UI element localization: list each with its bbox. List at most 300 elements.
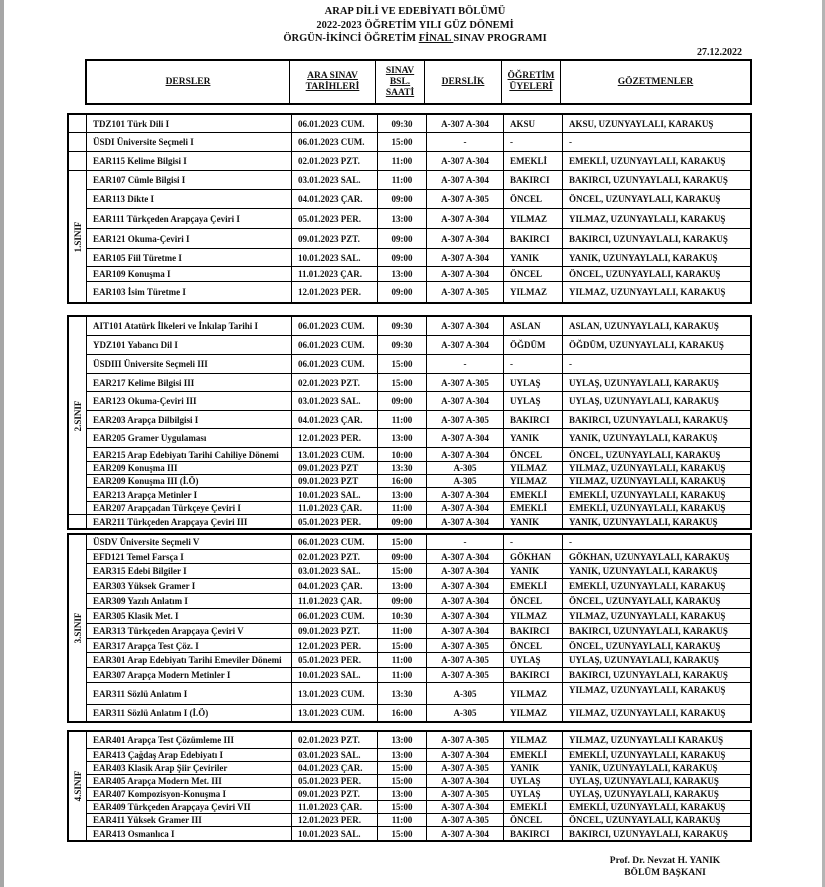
exam-time-cell: 13:00 bbox=[378, 488, 427, 501]
class-block-2 bbox=[67, 315, 752, 530]
table-row bbox=[87, 374, 750, 392]
classroom-cell: A-307 A-304 bbox=[427, 609, 504, 623]
exam-time-cell: 09:30 bbox=[378, 336, 427, 354]
class-rows bbox=[87, 115, 750, 302]
exam-time-cell: 10:30 bbox=[378, 609, 427, 623]
class-block-1 bbox=[67, 113, 752, 304]
proctors-cell: EMEKLİ, UZUNYAYLALI, KARAKUŞ bbox=[569, 156, 726, 166]
course-name-cell: YDZ101 Yabancı Dil I bbox=[87, 336, 292, 354]
classroom-cell: A-307 A-304 bbox=[427, 515, 504, 528]
faculty-member-cell: - bbox=[504, 535, 563, 549]
exam-date-cell: 06.01.2023 CUM. bbox=[292, 535, 378, 549]
course-name-cell: EAR107 Cümle Bilgisi I bbox=[87, 171, 292, 189]
table-row bbox=[87, 171, 750, 190]
faculty-member-cell: YILMAZ bbox=[504, 462, 563, 474]
class-rows bbox=[87, 535, 750, 721]
proctors-cell: BAKIRCI, UZUNYAYLALI, KARAKUŞ bbox=[569, 414, 728, 425]
header-room: DERSLİK bbox=[425, 61, 502, 103]
exam-date-cell: 03.01.2023 SAL. bbox=[292, 749, 378, 761]
course-name-cell: TDZ101 Türk Dili I bbox=[87, 115, 292, 132]
faculty-member-cell: ÖNCEL bbox=[504, 814, 563, 826]
faculty-member-cell: ÖĞDÜM bbox=[504, 336, 563, 354]
header-proctors: GÖZETMENLER bbox=[617, 76, 694, 87]
class-rows bbox=[87, 732, 750, 840]
classroom-cell: A-307 A-304 bbox=[427, 267, 504, 281]
faculty-member-cell: YILMAZ bbox=[504, 475, 563, 487]
exam-time-cell: 13:30 bbox=[378, 683, 427, 704]
course-name-cell: EAR209 Konuşma III (İ.Ö) bbox=[87, 475, 292, 487]
exam-time-cell: 11:00 bbox=[378, 502, 427, 514]
course-name-cell: EAR311 Sözlü Anlatım I bbox=[87, 683, 292, 704]
proctors-cell: EMEKLİ, UZUNYAYLALI, KARAKUŞ bbox=[569, 750, 726, 760]
faculty-member-cell: YANIK bbox=[504, 515, 563, 528]
table-row bbox=[87, 594, 750, 609]
faculty-member-cell: YANIK bbox=[504, 564, 563, 578]
classroom-cell: A-307 A-304 bbox=[427, 749, 504, 761]
class-rows bbox=[87, 317, 750, 528]
class-label: 1.SINIF bbox=[72, 221, 83, 252]
proctors-cell: - bbox=[569, 537, 572, 547]
header-faculty-line2: ÜYELERİ bbox=[509, 82, 553, 92]
header-courses: DERSLER bbox=[87, 61, 290, 103]
exam-time-cell: 13:00 bbox=[378, 749, 427, 761]
faculty-member-cell: UYLAŞ bbox=[504, 788, 563, 800]
classroom-cell: A-307 A-304 bbox=[427, 336, 504, 354]
class-block-3 bbox=[67, 533, 752, 723]
faculty-member-cell: ÖNCEL bbox=[504, 448, 563, 461]
exam-time-cell: 09:00 bbox=[378, 392, 427, 410]
exam-date-cell: 10.01.2023 SAL. bbox=[292, 488, 378, 501]
exam-time-cell: 13:30 bbox=[378, 462, 427, 474]
title-term: 2022-2023 ÖĞRETİM YILI GÜZ DÖNEMİ bbox=[316, 19, 514, 31]
class-label-cell bbox=[69, 171, 86, 302]
classroom-cell: A-307 A-304 bbox=[427, 594, 504, 608]
signature-name: Prof. Dr. Nevzat H. YANIK bbox=[609, 856, 721, 866]
classroom-cell: A-307 A-305 bbox=[427, 639, 504, 652]
proctors-cell: BAKIRCI, UZUNYAYLALI, KARAKUŞ bbox=[569, 233, 728, 244]
table-row bbox=[87, 462, 750, 475]
exam-time-cell: 11:00 bbox=[378, 171, 427, 189]
proctors-cell: YANIK, UZUNYAYLALI, KARAKUŞ bbox=[569, 433, 718, 443]
course-name-cell: EAR105 Fiil Türetme I bbox=[87, 249, 292, 266]
faculty-member-cell: BAKIRCI bbox=[504, 171, 563, 189]
header-start-line1: SINAV bbox=[385, 65, 415, 76]
faculty-member-cell: EMEKLİ bbox=[504, 801, 563, 813]
faculty-member-cell: UYLAŞ bbox=[504, 374, 563, 391]
proctors-cell: ÖNCEL, UZUNYAYLALI, KARAKUŞ bbox=[569, 269, 721, 279]
exam-date-cell: 06.01.2023 CUM. bbox=[292, 133, 378, 151]
proctors-cell: AKSU, UZUNYAYLALI, KARAKUŞ bbox=[569, 118, 714, 129]
table-row bbox=[87, 775, 750, 788]
exam-time-cell: 11:00 bbox=[378, 668, 427, 682]
faculty-member-cell: ÖNCEL bbox=[504, 267, 563, 281]
proctors-cell: YILMAZ, UZUNYAYLALI, KARAKUŞ bbox=[569, 213, 726, 224]
faculty-member-cell: AKSU bbox=[504, 115, 563, 132]
class-label-cell bbox=[69, 317, 86, 515]
exam-date-cell: 03.01.2023 SAL. bbox=[292, 392, 378, 410]
table-row bbox=[87, 355, 750, 374]
exam-date-cell: 10.01.2023 SAL. bbox=[292, 827, 378, 840]
exam-time-cell: 16:00 bbox=[378, 705, 427, 721]
table-row bbox=[87, 564, 750, 579]
exam-date-cell: 02.01.2023 PZT. bbox=[292, 732, 378, 748]
empty-label-cell bbox=[69, 133, 86, 152]
table-row bbox=[87, 749, 750, 762]
classroom-cell: A-307 A-305 bbox=[427, 282, 504, 302]
classroom-cell: A-307 A-305 bbox=[427, 411, 504, 428]
course-name-cell: EAR217 Kelime Bilgisi III bbox=[87, 374, 292, 391]
faculty-member-cell: YANIK bbox=[504, 762, 563, 774]
course-name-cell: EAR203 Arapça Dilbilgisi I bbox=[87, 411, 292, 428]
signature-block bbox=[590, 855, 740, 879]
classroom-cell: A-305 bbox=[427, 475, 504, 487]
exam-time-cell: 15:00 bbox=[378, 827, 427, 840]
course-name-cell: EAR413 Çağdaş Arap Edebiyatı I bbox=[87, 749, 292, 761]
course-name-cell: EAR409 Türkçeden Arapçaya Çeviri VII bbox=[87, 801, 292, 813]
exam-time-cell: 15:00 bbox=[378, 564, 427, 578]
proctors-cell: YANIK, UZUNYAYLALI, KARAKUŞ bbox=[569, 763, 718, 773]
title-program-suffix: SINAV PROGRAMI bbox=[453, 33, 547, 44]
exam-date-cell: 09.01.2023 PZT. bbox=[292, 624, 378, 638]
classroom-cell: A-307 A-305 bbox=[427, 668, 504, 682]
exam-date-cell: 11.01.2023 ÇAR. bbox=[292, 594, 378, 608]
proctors-cell: - bbox=[569, 137, 572, 147]
classroom-cell: - bbox=[427, 133, 504, 151]
proctors-cell: YILMAZ, UZUNYAYLALI, KARAKUŞ bbox=[569, 463, 726, 473]
classroom-cell: A-307 A-304 bbox=[427, 171, 504, 189]
classroom-cell: A-307 A-304 bbox=[427, 392, 504, 410]
course-name-cell: EAR403 Klasik Arap Şiir Çeviriler bbox=[87, 762, 292, 774]
faculty-member-cell: - bbox=[504, 355, 563, 373]
table-row bbox=[87, 609, 750, 624]
classroom-cell: - bbox=[427, 535, 504, 549]
exam-time-cell: 09:00 bbox=[378, 594, 427, 608]
proctors-cell: ÖNCEL, UZUNYAYLALI, KARAKUŞ bbox=[569, 194, 721, 204]
course-name-cell: EAR303 Yüksek Gramer I bbox=[87, 579, 292, 593]
exam-time-cell: 10:00 bbox=[378, 448, 427, 461]
exam-date-cell: 02.01.2023 PZT. bbox=[292, 152, 378, 170]
course-name-cell: EAR311 Sözlü Anlatım I (İ.Ö) bbox=[87, 705, 292, 721]
proctors-cell: UYLAŞ, UZUNYAYLALI, KARAKUŞ bbox=[569, 776, 719, 786]
exam-date-cell: 04.01.2023 ÇAR. bbox=[292, 411, 378, 428]
classroom-cell: A-307 A-305 bbox=[427, 788, 504, 800]
exam-time-cell: 11:00 bbox=[378, 653, 427, 667]
class-label-column bbox=[69, 732, 87, 840]
document-date: 27.12.2022 bbox=[697, 47, 742, 58]
classroom-cell: A-305 bbox=[427, 705, 504, 721]
exam-date-cell: 12.01.2023 PER. bbox=[292, 282, 378, 302]
classroom-cell: A-307 A-304 bbox=[427, 801, 504, 813]
classroom-cell: A-307 A-304 bbox=[427, 488, 504, 501]
class-label-column bbox=[69, 535, 87, 721]
proctors-cell: UYLAŞ, UZUNYAYLALI, KARAKUŞ bbox=[569, 655, 719, 665]
course-name-cell: EAR213 Arapça Metinler I bbox=[87, 488, 292, 501]
table-row bbox=[87, 267, 750, 282]
table-row bbox=[87, 579, 750, 594]
table-row bbox=[87, 668, 750, 683]
proctors-cell: - bbox=[569, 359, 572, 369]
course-name-cell: EAR317 Arapça Test Çöz. I bbox=[87, 639, 292, 652]
exam-date-cell: 05.01.2023 PER. bbox=[292, 775, 378, 787]
exam-date-cell: 06.01.2023 CUM. bbox=[292, 317, 378, 335]
table-row bbox=[87, 229, 750, 249]
course-name-cell: EAR315 Edebi Bilgiler I bbox=[87, 564, 292, 578]
proctors-cell: EMEKLİ, UZUNYAYLALI, KARAKUŞ bbox=[569, 503, 726, 513]
course-name-cell: EAR313 Türkçeden Arapçaya Çeviri V bbox=[87, 624, 292, 638]
table-row bbox=[87, 133, 750, 152]
classroom-cell: - bbox=[427, 355, 504, 373]
exam-date-cell: 03.01.2023 SAL. bbox=[292, 171, 378, 189]
exam-time-cell: 15:00 bbox=[378, 801, 427, 813]
proctors-cell: ÖNCEL, UZUNYAYLALI, KARAKUŞ bbox=[569, 640, 721, 651]
exam-time-cell: 13:00 bbox=[378, 267, 427, 281]
document-title bbox=[250, 5, 580, 46]
course-name-cell: EAR215 Arap Edebiyatı Tarihi Cahiliye Dönemi bbox=[87, 448, 292, 461]
header-faculty-line1: ÖĞRETİM bbox=[507, 71, 555, 81]
proctors-cell: ÖNCEL, UZUNYAYLALI, KARAKUŞ bbox=[569, 596, 721, 606]
faculty-member-cell: YILMAZ bbox=[504, 683, 563, 704]
table-row bbox=[87, 488, 750, 502]
classroom-cell: A-307 A-304 bbox=[427, 827, 504, 840]
classroom-cell: A-307 A-305 bbox=[427, 762, 504, 774]
exam-time-cell: 09:00 bbox=[378, 190, 427, 208]
exam-date-cell: 13.01.2023 CUM. bbox=[292, 448, 378, 461]
class-label-column bbox=[69, 115, 87, 302]
exam-date-cell: 04.01.2023 ÇAR. bbox=[292, 579, 378, 593]
header-start-line2: BSL. bbox=[389, 76, 411, 87]
faculty-member-cell: YILMAZ bbox=[504, 282, 563, 302]
exam-time-cell: 09:00 bbox=[378, 515, 427, 528]
exam-date-cell: 09.01.2023 PZT bbox=[292, 462, 378, 474]
classroom-cell: A-307 A-304 bbox=[427, 624, 504, 638]
table-row bbox=[87, 535, 750, 550]
faculty-member-cell: EMEKLİ bbox=[504, 152, 563, 170]
faculty-member-cell: YILMAZ bbox=[504, 609, 563, 623]
exam-time-cell: 13:00 bbox=[378, 209, 427, 228]
exam-time-cell: 16:00 bbox=[378, 475, 427, 487]
table-row bbox=[87, 411, 750, 429]
exam-time-cell: 15:00 bbox=[378, 762, 427, 774]
table-row bbox=[87, 336, 750, 355]
exam-time-cell: 15:00 bbox=[378, 374, 427, 391]
class-label-column bbox=[69, 317, 87, 528]
table-row bbox=[87, 475, 750, 488]
table-row bbox=[87, 683, 750, 705]
exam-time-cell: 09:30 bbox=[378, 115, 427, 132]
proctors-cell: YILMAZ, UZUNYAYLALI, KARAKUŞ bbox=[569, 685, 726, 695]
classroom-cell: A-307 A-304 bbox=[427, 550, 504, 563]
faculty-member-cell: EMEKLİ bbox=[504, 502, 563, 514]
classroom-cell: A-307 A-304 bbox=[427, 564, 504, 578]
table-row bbox=[87, 653, 750, 668]
title-department: ARAP DİLİ VE EDEBİYATI BÖLÜMÜ bbox=[324, 6, 506, 17]
classroom-cell: A-307 A-304 bbox=[427, 448, 504, 461]
table-row bbox=[87, 788, 750, 801]
proctors-cell: ÖNCEL, UZUNYAYLALI, KARAKUŞ bbox=[569, 449, 721, 460]
exam-date-cell: 06.01.2023 CUM. bbox=[292, 355, 378, 373]
classroom-cell: A-305 bbox=[427, 683, 504, 704]
table-row bbox=[87, 392, 750, 411]
exam-time-cell: 11:00 bbox=[378, 411, 427, 428]
faculty-member-cell: UYLAŞ bbox=[504, 392, 563, 410]
exam-date-cell: 06.01.2023 CUM. bbox=[292, 609, 378, 623]
faculty-member-cell: EMEKLİ bbox=[504, 749, 563, 761]
faculty-member-cell: BAKIRCI bbox=[504, 624, 563, 638]
proctors-cell: UYLAŞ, UZUNYAYLALI, KARAKUŞ bbox=[569, 396, 719, 406]
course-name-cell: ÜSDI Üniversite Seçmeli I bbox=[87, 133, 292, 151]
proctors-cell: YILMAZ, UZUNYAYLALI, KARAKUŞ bbox=[569, 476, 726, 486]
course-name-cell: EAR207 Arapçadan Türkçeye Çeviri I bbox=[87, 502, 292, 514]
table-row bbox=[87, 762, 750, 775]
table-row bbox=[87, 814, 750, 827]
exam-date-cell: 09.01.2023 PZT bbox=[292, 475, 378, 487]
exam-time-cell: 09:30 bbox=[378, 317, 427, 335]
exam-date-cell: 12.01.2023 PER. bbox=[292, 639, 378, 652]
proctors-cell: EMEKLİ, UZUNYAYLALI, KARAKUŞ bbox=[569, 581, 726, 591]
course-name-cell: EAR301 Arap Edebiyatı Tarihi Emeviler Dönemi bbox=[87, 653, 292, 667]
table-row bbox=[87, 624, 750, 639]
header-faculty bbox=[502, 61, 561, 103]
classroom-cell: A-307 A-304 bbox=[427, 115, 504, 132]
course-name-cell: EAR405 Arapça Modern Met. III bbox=[87, 775, 292, 787]
course-name-cell: EAR115 Kelime Bilgisi I bbox=[87, 152, 292, 170]
table-row bbox=[87, 732, 750, 749]
exam-date-cell: 06.01.2023 CUM. bbox=[292, 336, 378, 354]
empty-label-cell bbox=[69, 152, 86, 171]
exam-time-cell: 15:00 bbox=[378, 639, 427, 652]
signature-role: BÖLÜM BAŞKANI bbox=[624, 868, 706, 878]
faculty-member-cell: BAKIRCI bbox=[504, 827, 563, 840]
faculty-member-cell: EMEKLİ bbox=[504, 488, 563, 501]
faculty-member-cell: YILMAZ bbox=[504, 732, 563, 748]
exam-date-cell: 05.01.2023 PER. bbox=[292, 653, 378, 667]
course-name-cell: EAR413 Osmanlıca I bbox=[87, 827, 292, 840]
course-name-cell: EAR103 İsim Türetme I bbox=[87, 282, 292, 302]
table-row bbox=[87, 152, 750, 171]
window-left-edge bbox=[0, 0, 4, 887]
classroom-cell: A-307 A-304 bbox=[427, 775, 504, 787]
exam-time-cell: 13:00 bbox=[378, 579, 427, 593]
exam-date-cell: 06.01.2023 CUM. bbox=[292, 115, 378, 132]
classroom-cell: A-307 A-304 bbox=[427, 152, 504, 170]
exam-time-cell: 15:00 bbox=[378, 775, 427, 787]
classroom-cell: A-307 A-304 bbox=[427, 579, 504, 593]
exam-date-cell: 03.01.2023 SAL. bbox=[292, 564, 378, 578]
proctors-cell: UYLAŞ, UZUNYAYLALI, KARAKUŞ bbox=[569, 377, 719, 388]
exam-date-cell: 04.01.2023 ÇAR. bbox=[292, 762, 378, 774]
faculty-member-cell: UYLAŞ bbox=[504, 653, 563, 667]
table-row bbox=[87, 801, 750, 814]
exam-date-cell: 10.01.2023 SAL. bbox=[292, 668, 378, 682]
proctors-cell: YILMAZ, UZUNYAYLALI, KARAKUŞ bbox=[569, 611, 726, 621]
table-row bbox=[87, 249, 750, 267]
classroom-cell: A-307 A-304 bbox=[427, 502, 504, 514]
table-row bbox=[87, 282, 750, 302]
proctors-cell: YILMAZ, UZUNYAYLALI, KARAKUŞ bbox=[569, 287, 726, 297]
table-row bbox=[87, 317, 750, 336]
class-label: 2.SINIF bbox=[72, 400, 83, 431]
course-name-cell: EAR111 Türkçeden Arapçaya Çeviri I bbox=[87, 209, 292, 228]
faculty-member-cell: YILMAZ bbox=[504, 209, 563, 228]
exam-time-cell: 11:00 bbox=[378, 624, 427, 638]
exam-time-cell: 11:00 bbox=[378, 814, 427, 826]
table-row bbox=[87, 705, 750, 721]
proctors-cell: YILMAZ, UZUNYAYLALI, KARAKUŞ bbox=[569, 708, 726, 718]
table-row bbox=[87, 115, 750, 133]
table-row bbox=[87, 209, 750, 229]
faculty-member-cell: BAKIRCI bbox=[504, 229, 563, 248]
course-name-cell: EFD121 Temel Farsça I bbox=[87, 550, 292, 563]
course-name-cell: EAR305 Klasik Met. I bbox=[87, 609, 292, 623]
exam-date-cell: 12.01.2023 PER. bbox=[292, 429, 378, 447]
header-exam-date bbox=[290, 61, 376, 103]
exam-time-cell: 13:00 bbox=[378, 788, 427, 800]
faculty-member-cell: YANIK bbox=[504, 429, 563, 447]
exam-date-cell: 12.01.2023 PER. bbox=[292, 814, 378, 826]
classroom-cell: A-307 A-304 bbox=[427, 249, 504, 266]
header-start-line3: SAATİ bbox=[385, 87, 415, 98]
classroom-cell: A-305 bbox=[427, 462, 504, 474]
empty-label-cell bbox=[69, 115, 86, 133]
proctors-cell: YILMAZ, UZUNYAYLALI KARAKUŞ bbox=[569, 735, 724, 745]
course-name-cell: EAR109 Konuşma I bbox=[87, 267, 292, 281]
faculty-member-cell: UYLAŞ bbox=[504, 775, 563, 787]
table-row bbox=[87, 515, 750, 528]
exam-date-cell: 04.01.2023 ÇAR. bbox=[292, 190, 378, 208]
class-label: 3.SINIF bbox=[72, 612, 83, 644]
proctors-cell: EMEKLİ, UZUNYAYLALI, KARAKUŞ bbox=[569, 489, 726, 500]
table-row bbox=[87, 639, 750, 653]
exam-date-cell: 02.01.2023 PZT. bbox=[292, 550, 378, 563]
classroom-cell: A-307 A-304 bbox=[427, 229, 504, 248]
course-name-cell: ÜSDV Üniversite Seçmeli V bbox=[87, 535, 292, 549]
exam-time-cell: 09:00 bbox=[378, 229, 427, 248]
classroom-cell: A-307 A-305 bbox=[427, 814, 504, 826]
classroom-cell: A-307 A-305 bbox=[427, 190, 504, 208]
faculty-member-cell: BAKIRCI bbox=[504, 411, 563, 428]
faculty-member-cell: - bbox=[504, 133, 563, 151]
exam-date-cell: 13.01.2023 CUM. bbox=[292, 705, 378, 721]
proctors-cell: ASLAN, UZUNYAYLALI, KARAKUŞ bbox=[569, 321, 719, 331]
faculty-member-cell: YANIK bbox=[504, 249, 563, 266]
course-name-cell: EAR123 Okuma-Çeviri III bbox=[87, 392, 292, 410]
table-row bbox=[87, 429, 750, 448]
proctors-cell: BAKIRCI, UZUNYAYLALI, KARAKUŞ bbox=[569, 670, 728, 680]
class-block-4 bbox=[67, 730, 752, 842]
table-row bbox=[87, 550, 750, 564]
exam-time-cell: 15:00 bbox=[378, 133, 427, 151]
exam-date-cell: 05.01.2023 PER. bbox=[292, 515, 378, 528]
course-name-cell: EAR209 Konuşma III bbox=[87, 462, 292, 474]
exam-date-cell: 05.01.2023 PER. bbox=[292, 209, 378, 228]
exam-time-cell: 13:00 bbox=[378, 732, 427, 748]
exam-time-cell: 13:00 bbox=[378, 429, 427, 447]
header-exam-date-line1: ARA SINAV bbox=[307, 71, 358, 81]
faculty-member-cell: ÖNCEL bbox=[504, 594, 563, 608]
faculty-member-cell: ÖNCEL bbox=[504, 190, 563, 208]
course-name-cell: EAR309 Yazılı Anlatım I bbox=[87, 594, 292, 608]
proctors-cell: BAKIRCI, UZUNYAYLALI, KARAKUŞ bbox=[569, 175, 728, 185]
exam-time-cell: 15:00 bbox=[378, 355, 427, 373]
faculty-member-cell: YILMAZ bbox=[504, 705, 563, 721]
classroom-cell: A-307 A-305 bbox=[427, 374, 504, 391]
proctors-cell: BAKIRCI, UZUNYAYLALI, KARAKUŞ bbox=[569, 626, 728, 636]
table-row bbox=[87, 827, 750, 840]
proctors-cell: BAKIRCI, UZUNYAYLALI, KARAKUŞ bbox=[569, 828, 728, 839]
exam-date-cell: 11.01.2023 ÇAR. bbox=[292, 801, 378, 813]
course-name-cell: EAR401 Arapça Test Çözümleme III bbox=[87, 732, 292, 748]
course-name-cell: EAR407 Kompozisyon-Konuşma I bbox=[87, 788, 292, 800]
